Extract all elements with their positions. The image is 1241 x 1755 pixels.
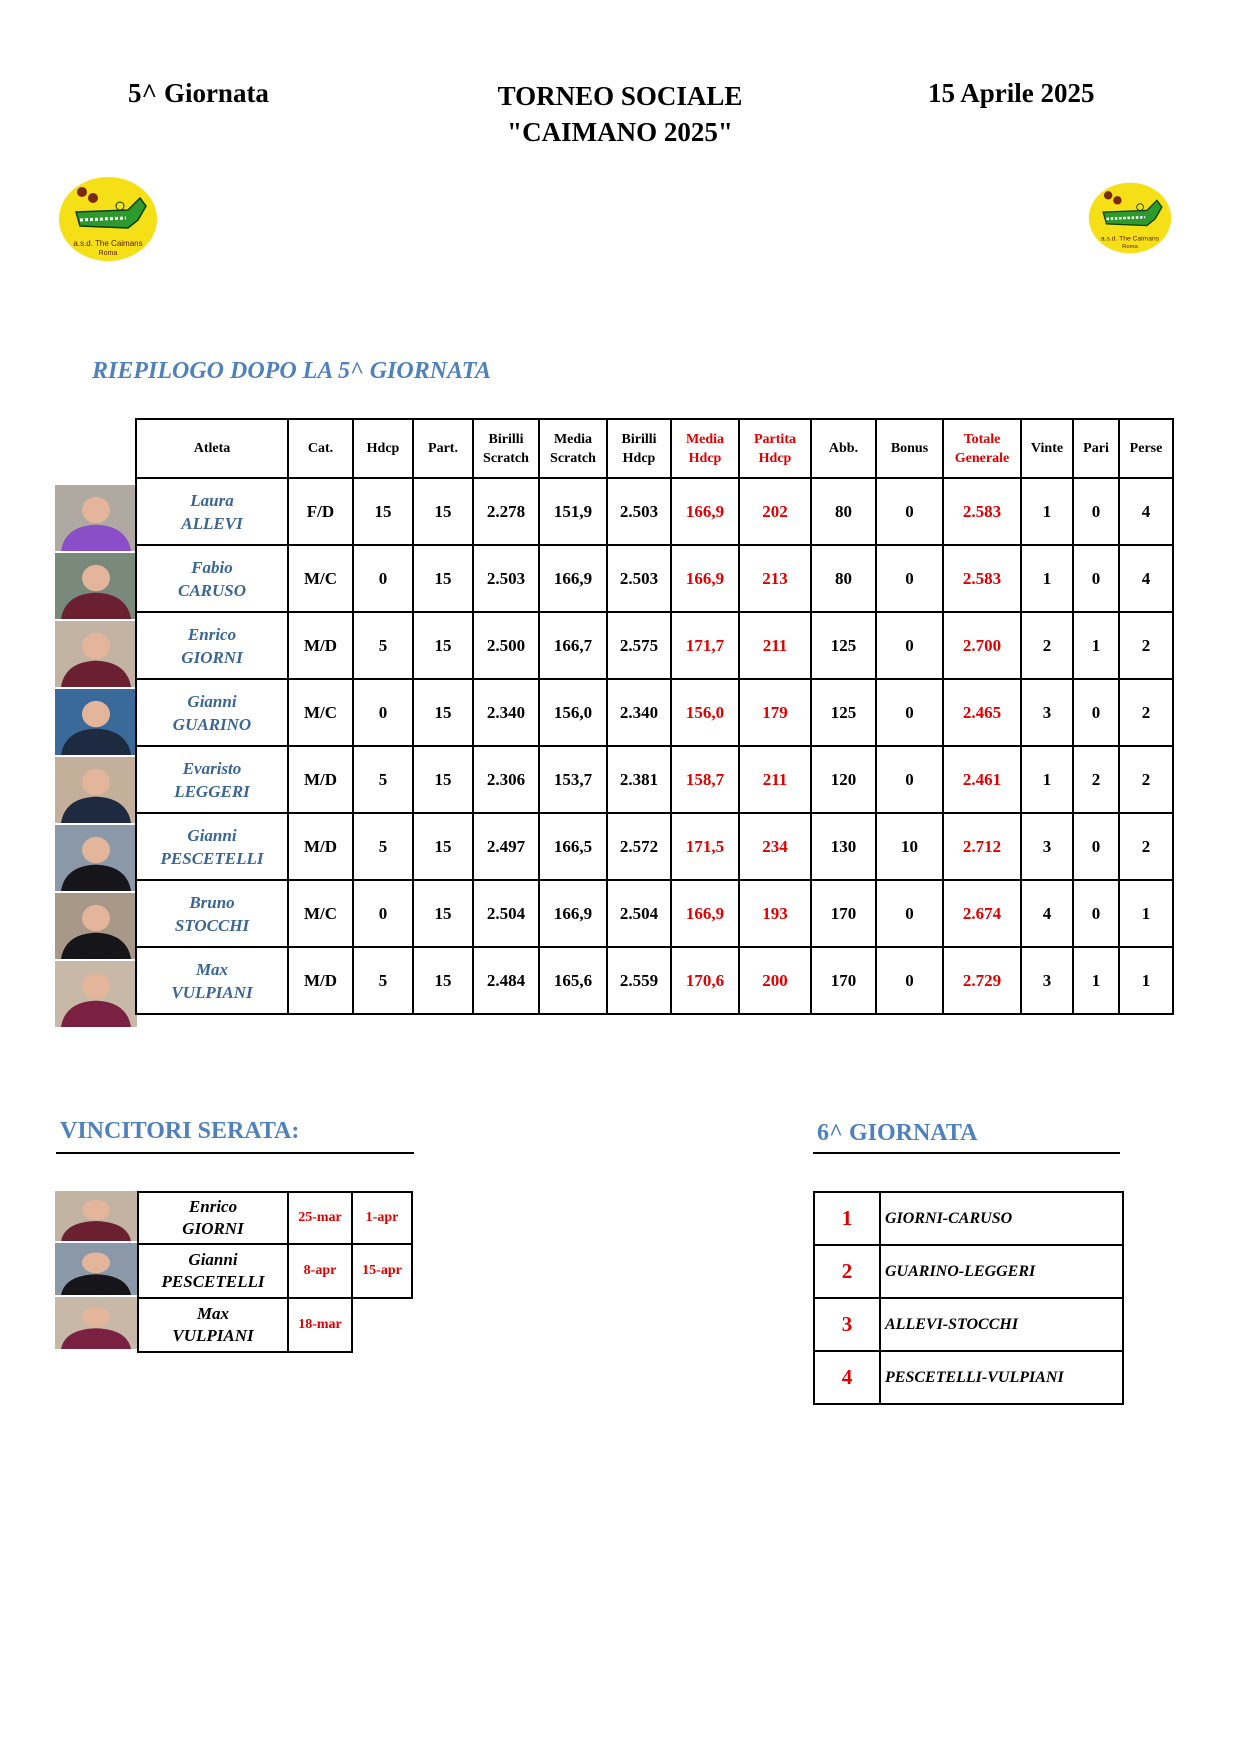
logo-text-line2: Roma — [98, 250, 118, 257]
athlete-last-name: PESCETELLI — [160, 848, 264, 868]
cell-perse: 2 — [1119, 612, 1173, 679]
cell-media-hdcp: 171,5 — [671, 813, 739, 880]
cell-partita-hdcp: 211 — [739, 746, 811, 813]
pairing-names: PESCETELLI-VULPIANI — [880, 1351, 1123, 1404]
cell-vinte: 2 — [1021, 612, 1073, 679]
athlete-last-name: ALLEVI — [181, 513, 243, 533]
cell-birilli-hdcp: 2.572 — [607, 813, 671, 880]
winner-first-name: Enrico — [188, 1197, 238, 1216]
standings-header-row — [136, 419, 1173, 478]
cell-part: 15 — [413, 612, 473, 679]
cell-bonus: 0 — [876, 880, 943, 947]
column-header-line1: Abb. — [828, 441, 859, 456]
cell-part: 15 — [413, 813, 473, 880]
cell-part: 15 — [413, 545, 473, 612]
club-logo-right — [1088, 177, 1172, 259]
winner-first-name: Max — [196, 1304, 230, 1323]
column-header — [413, 419, 473, 478]
column-header — [539, 419, 607, 478]
cell-media-scratch: 156,0 — [539, 679, 607, 746]
athlete-first-name: Evaristo — [182, 758, 242, 778]
athlete-photo — [55, 893, 137, 959]
winner-row — [138, 1192, 412, 1244]
athlete-name — [136, 947, 288, 1014]
lane-number: 4 — [814, 1351, 880, 1404]
cell-partita-hdcp: 211 — [739, 612, 811, 679]
pairings-table — [813, 1191, 1124, 1405]
athlete-name — [136, 813, 288, 880]
cell-hdcp: 5 — [353, 947, 413, 1014]
cell-partita-hdcp: 200 — [739, 947, 811, 1014]
lane-number: 1 — [814, 1192, 880, 1245]
standings-row — [136, 478, 1173, 545]
athlete-last-name: LEGGERI — [174, 781, 250, 801]
cell-vinte: 3 — [1021, 679, 1073, 746]
column-header — [671, 419, 739, 478]
cell-totale: 2.700 — [943, 612, 1021, 679]
cell-perse: 4 — [1119, 545, 1173, 612]
winner-last-name: PESCETELLI — [161, 1272, 265, 1291]
logo-text-line1: a.s.d. The Caimans — [73, 239, 143, 248]
pairing-names: GIORNI-CARUSO — [880, 1192, 1123, 1245]
cell-vinte: 1 — [1021, 478, 1073, 545]
tournament-title-line1: TORNEO SOCIALE — [497, 81, 743, 111]
column-header-line1: Partita — [754, 431, 796, 447]
athlete-name — [136, 679, 288, 746]
winning-date: 18-mar — [288, 1298, 352, 1352]
cell-media-scratch: 166,5 — [539, 813, 607, 880]
athlete-name — [136, 545, 288, 612]
column-header-line1: Bonus — [890, 441, 929, 456]
pairing-names: GUARINO-LEGGERI — [880, 1245, 1123, 1298]
cell-partita-hdcp: 213 — [739, 545, 811, 612]
cell-bonus: 0 — [876, 947, 943, 1014]
pairing-row — [814, 1298, 1123, 1351]
cell-perse: 4 — [1119, 478, 1173, 545]
cell-pari: 0 — [1073, 545, 1119, 612]
cell-media-hdcp: 171,7 — [671, 612, 739, 679]
cell-bonus: 0 — [876, 612, 943, 679]
lane-number: 3 — [814, 1298, 880, 1351]
standings-row — [136, 947, 1173, 1014]
standings-row — [136, 813, 1173, 880]
cell-birilli-hdcp: 2.381 — [607, 746, 671, 813]
winner-last-name: GIORNI — [182, 1219, 244, 1238]
standings-row — [136, 880, 1173, 947]
cell-partita-hdcp: 179 — [739, 679, 811, 746]
athlete-photo — [55, 1243, 137, 1295]
standings-row — [136, 545, 1173, 612]
athlete-name — [136, 746, 288, 813]
column-header-line1: Vinte — [1030, 441, 1064, 456]
athlete-photo — [55, 961, 137, 1027]
cell-pari: 1 — [1073, 612, 1119, 679]
column-header — [607, 419, 671, 478]
cell-perse: 2 — [1119, 746, 1173, 813]
cell-cat: M/D — [288, 947, 353, 1014]
column-header-line1: Pari — [1083, 441, 1109, 456]
cell-media-hdcp: 166,9 — [671, 880, 739, 947]
cell-pari: 0 — [1073, 679, 1119, 746]
column-header-line1: Hdcp — [366, 441, 400, 456]
cell-totale: 2.712 — [943, 813, 1021, 880]
column-header-line1: Part. — [428, 441, 458, 456]
logo-text-line2: Roma — [1122, 244, 1138, 251]
athlete-first-name: Bruno — [189, 892, 235, 912]
athlete-photo — [55, 1297, 137, 1349]
cell-partita-hdcp: 234 — [739, 813, 811, 880]
cell-bonus: 0 — [876, 478, 943, 545]
cell-bonus: 0 — [876, 545, 943, 612]
cell-abb: 80 — [811, 478, 876, 545]
cell-bonus: 0 — [876, 746, 943, 813]
cell-abb: 130 — [811, 813, 876, 880]
cell-pari: 1 — [1073, 947, 1119, 1014]
cell-vinte: 3 — [1021, 947, 1073, 1014]
athlete-first-name: Enrico — [187, 624, 237, 644]
cell-media-scratch: 153,7 — [539, 746, 607, 813]
empty-cell — [352, 1298, 412, 1352]
winner-name — [138, 1192, 288, 1244]
pairing-row — [814, 1192, 1123, 1245]
cell-birilli-scratch: 2.484 — [473, 947, 539, 1014]
round-label: 5^ Giornata — [128, 78, 269, 108]
cell-totale: 2.461 — [943, 746, 1021, 813]
athlete-first-name: Fabio — [191, 557, 233, 577]
cell-pari: 0 — [1073, 880, 1119, 947]
pairing-row — [814, 1351, 1123, 1404]
cell-birilli-scratch: 2.500 — [473, 612, 539, 679]
winners-title: VINCITORI SERATA: — [60, 1118, 300, 1144]
column-header-line2: Scratch — [483, 450, 529, 466]
cell-partita-hdcp: 202 — [739, 478, 811, 545]
cell-totale: 2.465 — [943, 679, 1021, 746]
summary-title: RIEPILOGO DOPO LA 5^ GIORNATA — [92, 358, 492, 384]
logo-text-line1: a.s.d. The Caimans — [1100, 235, 1160, 243]
cell-hdcp: 5 — [353, 746, 413, 813]
cell-totale: 2.729 — [943, 947, 1021, 1014]
cell-hdcp: 15 — [353, 478, 413, 545]
column-header-line1: Cat. — [307, 441, 334, 456]
cell-abb: 125 — [811, 679, 876, 746]
cell-media-hdcp: 156,0 — [671, 679, 739, 746]
athlete-photo — [55, 485, 137, 551]
cell-perse: 2 — [1119, 813, 1173, 880]
next-round-title: 6^ GIORNATA — [817, 1120, 978, 1146]
cell-pari: 0 — [1073, 478, 1119, 545]
winning-date: 1-apr — [352, 1192, 412, 1244]
column-header-line2: Hdcp — [622, 450, 656, 466]
cell-abb: 170 — [811, 880, 876, 947]
cell-hdcp: 5 — [353, 612, 413, 679]
cell-abb: 125 — [811, 612, 876, 679]
cell-hdcp: 0 — [353, 545, 413, 612]
cell-part: 15 — [413, 679, 473, 746]
athlete-first-name: Gianni — [187, 825, 237, 845]
column-header-line1: Birilli — [488, 431, 524, 447]
standings-row — [136, 612, 1173, 679]
column-header-line1: Media — [685, 431, 725, 447]
column-header — [1119, 419, 1173, 478]
column-header — [1073, 419, 1119, 478]
athlete-last-name: GIORNI — [181, 647, 243, 667]
column-header-line1: Atleta — [193, 441, 231, 456]
event-date: 15 Aprile 2025 — [928, 78, 1095, 108]
column-header-line2: Generale — [954, 450, 1010, 466]
winner-row — [138, 1298, 412, 1352]
column-header-line1: Totale — [963, 431, 1001, 447]
athlete-photo — [55, 757, 137, 823]
lane-number: 2 — [814, 1245, 880, 1298]
athlete-photo — [55, 1191, 137, 1241]
cell-cat: F/D — [288, 478, 353, 545]
cell-media-hdcp: 158,7 — [671, 746, 739, 813]
athlete-photo — [55, 689, 137, 755]
winning-date: 25-mar — [288, 1192, 352, 1244]
cell-hdcp: 0 — [353, 679, 413, 746]
cell-birilli-scratch: 2.278 — [473, 478, 539, 545]
column-header — [811, 419, 876, 478]
column-header — [473, 419, 539, 478]
pairing-names: ALLEVI-STOCCHI — [880, 1298, 1123, 1351]
cell-bonus: 10 — [876, 813, 943, 880]
cell-media-scratch: 166,9 — [539, 545, 607, 612]
cell-media-scratch: 166,9 — [539, 880, 607, 947]
cell-totale: 2.674 — [943, 880, 1021, 947]
column-header — [136, 419, 288, 478]
cell-birilli-scratch: 2.503 — [473, 545, 539, 612]
cell-media-hdcp: 170,6 — [671, 947, 739, 1014]
winners-title-underline — [56, 1152, 414, 1154]
cell-birilli-scratch: 2.306 — [473, 746, 539, 813]
winner-first-name: Gianni — [188, 1250, 238, 1269]
standings-row — [136, 679, 1173, 746]
cell-cat: M/D — [288, 746, 353, 813]
column-header — [288, 419, 353, 478]
winners-table — [137, 1191, 413, 1353]
tournament-title — [420, 78, 820, 150]
cell-birilli-hdcp: 2.559 — [607, 947, 671, 1014]
cell-vinte: 1 — [1021, 746, 1073, 813]
cell-cat: M/C — [288, 545, 353, 612]
cell-perse: 1 — [1119, 880, 1173, 947]
cell-perse: 2 — [1119, 679, 1173, 746]
next-round-title-underline — [813, 1152, 1120, 1154]
standings-body — [136, 478, 1173, 1014]
cell-part: 15 — [413, 880, 473, 947]
cell-vinte: 4 — [1021, 880, 1073, 947]
athlete-photo — [55, 553, 137, 619]
cell-part: 15 — [413, 746, 473, 813]
cell-birilli-hdcp: 2.504 — [607, 880, 671, 947]
cell-partita-hdcp: 193 — [739, 880, 811, 947]
column-header-line1: Birilli — [621, 431, 657, 447]
cell-abb: 80 — [811, 545, 876, 612]
column-header — [353, 419, 413, 478]
athlete-first-name: Max — [195, 959, 229, 979]
cell-abb: 170 — [811, 947, 876, 1014]
cell-birilli-scratch: 2.497 — [473, 813, 539, 880]
club-logo-left — [58, 176, 158, 262]
column-header — [943, 419, 1021, 478]
athlete-name — [136, 612, 288, 679]
winner-row — [138, 1244, 412, 1298]
cell-cat: M/D — [288, 612, 353, 679]
cell-part: 15 — [413, 947, 473, 1014]
cell-vinte: 1 — [1021, 545, 1073, 612]
tournament-title-line2: "CAIMANO 2025" — [507, 117, 733, 147]
winner-last-name: VULPIANI — [172, 1326, 254, 1345]
column-header-line1: Perse — [1129, 441, 1163, 456]
cell-cat: M/D — [288, 813, 353, 880]
cell-pari: 0 — [1073, 813, 1119, 880]
winner-name — [138, 1244, 288, 1298]
column-header-line2: Scratch — [550, 450, 596, 466]
athlete-first-name: Gianni — [187, 691, 237, 711]
cell-birilli-scratch: 2.340 — [473, 679, 539, 746]
column-header — [1021, 419, 1073, 478]
athlete-photo — [55, 825, 137, 891]
column-header-line2: Hdcp — [758, 450, 792, 466]
column-header-line1: Media — [553, 431, 593, 447]
winner-name — [138, 1298, 288, 1352]
cell-media-scratch: 151,9 — [539, 478, 607, 545]
column-header — [876, 419, 943, 478]
cell-cat: M/C — [288, 679, 353, 746]
cell-hdcp: 0 — [353, 880, 413, 947]
athlete-name — [136, 880, 288, 947]
cell-birilli-hdcp: 2.503 — [607, 545, 671, 612]
cell-abb: 120 — [811, 746, 876, 813]
winning-date: 15-apr — [352, 1244, 412, 1298]
winning-date: 8-apr — [288, 1244, 352, 1298]
cell-birilli-hdcp: 2.340 — [607, 679, 671, 746]
standings-table — [135, 418, 1174, 1015]
athlete-last-name: GUARINO — [172, 714, 252, 734]
cell-media-hdcp: 166,9 — [671, 545, 739, 612]
column-header — [739, 419, 811, 478]
cell-totale: 2.583 — [943, 478, 1021, 545]
cell-media-scratch: 166,7 — [539, 612, 607, 679]
column-header-line2: Hdcp — [688, 450, 722, 466]
athlete-last-name: CARUSO — [177, 580, 247, 600]
athlete-name — [136, 478, 288, 545]
cell-vinte: 3 — [1021, 813, 1073, 880]
cell-media-scratch: 165,6 — [539, 947, 607, 1014]
cell-birilli-hdcp: 2.503 — [607, 478, 671, 545]
cell-media-hdcp: 166,9 — [671, 478, 739, 545]
athlete-first-name: Laura — [190, 490, 234, 510]
cell-part: 15 — [413, 478, 473, 545]
cell-pari: 2 — [1073, 746, 1119, 813]
cell-perse: 1 — [1119, 947, 1173, 1014]
athlete-photo — [55, 621, 137, 687]
standings-row — [136, 746, 1173, 813]
cell-birilli-scratch: 2.504 — [473, 880, 539, 947]
pairing-row — [814, 1245, 1123, 1298]
cell-hdcp: 5 — [353, 813, 413, 880]
cell-cat: M/C — [288, 880, 353, 947]
cell-totale: 2.583 — [943, 545, 1021, 612]
athlete-last-name: VULPIANI — [171, 982, 253, 1002]
athlete-last-name: STOCCHI — [174, 915, 250, 935]
cell-birilli-hdcp: 2.575 — [607, 612, 671, 679]
cell-bonus: 0 — [876, 679, 943, 746]
